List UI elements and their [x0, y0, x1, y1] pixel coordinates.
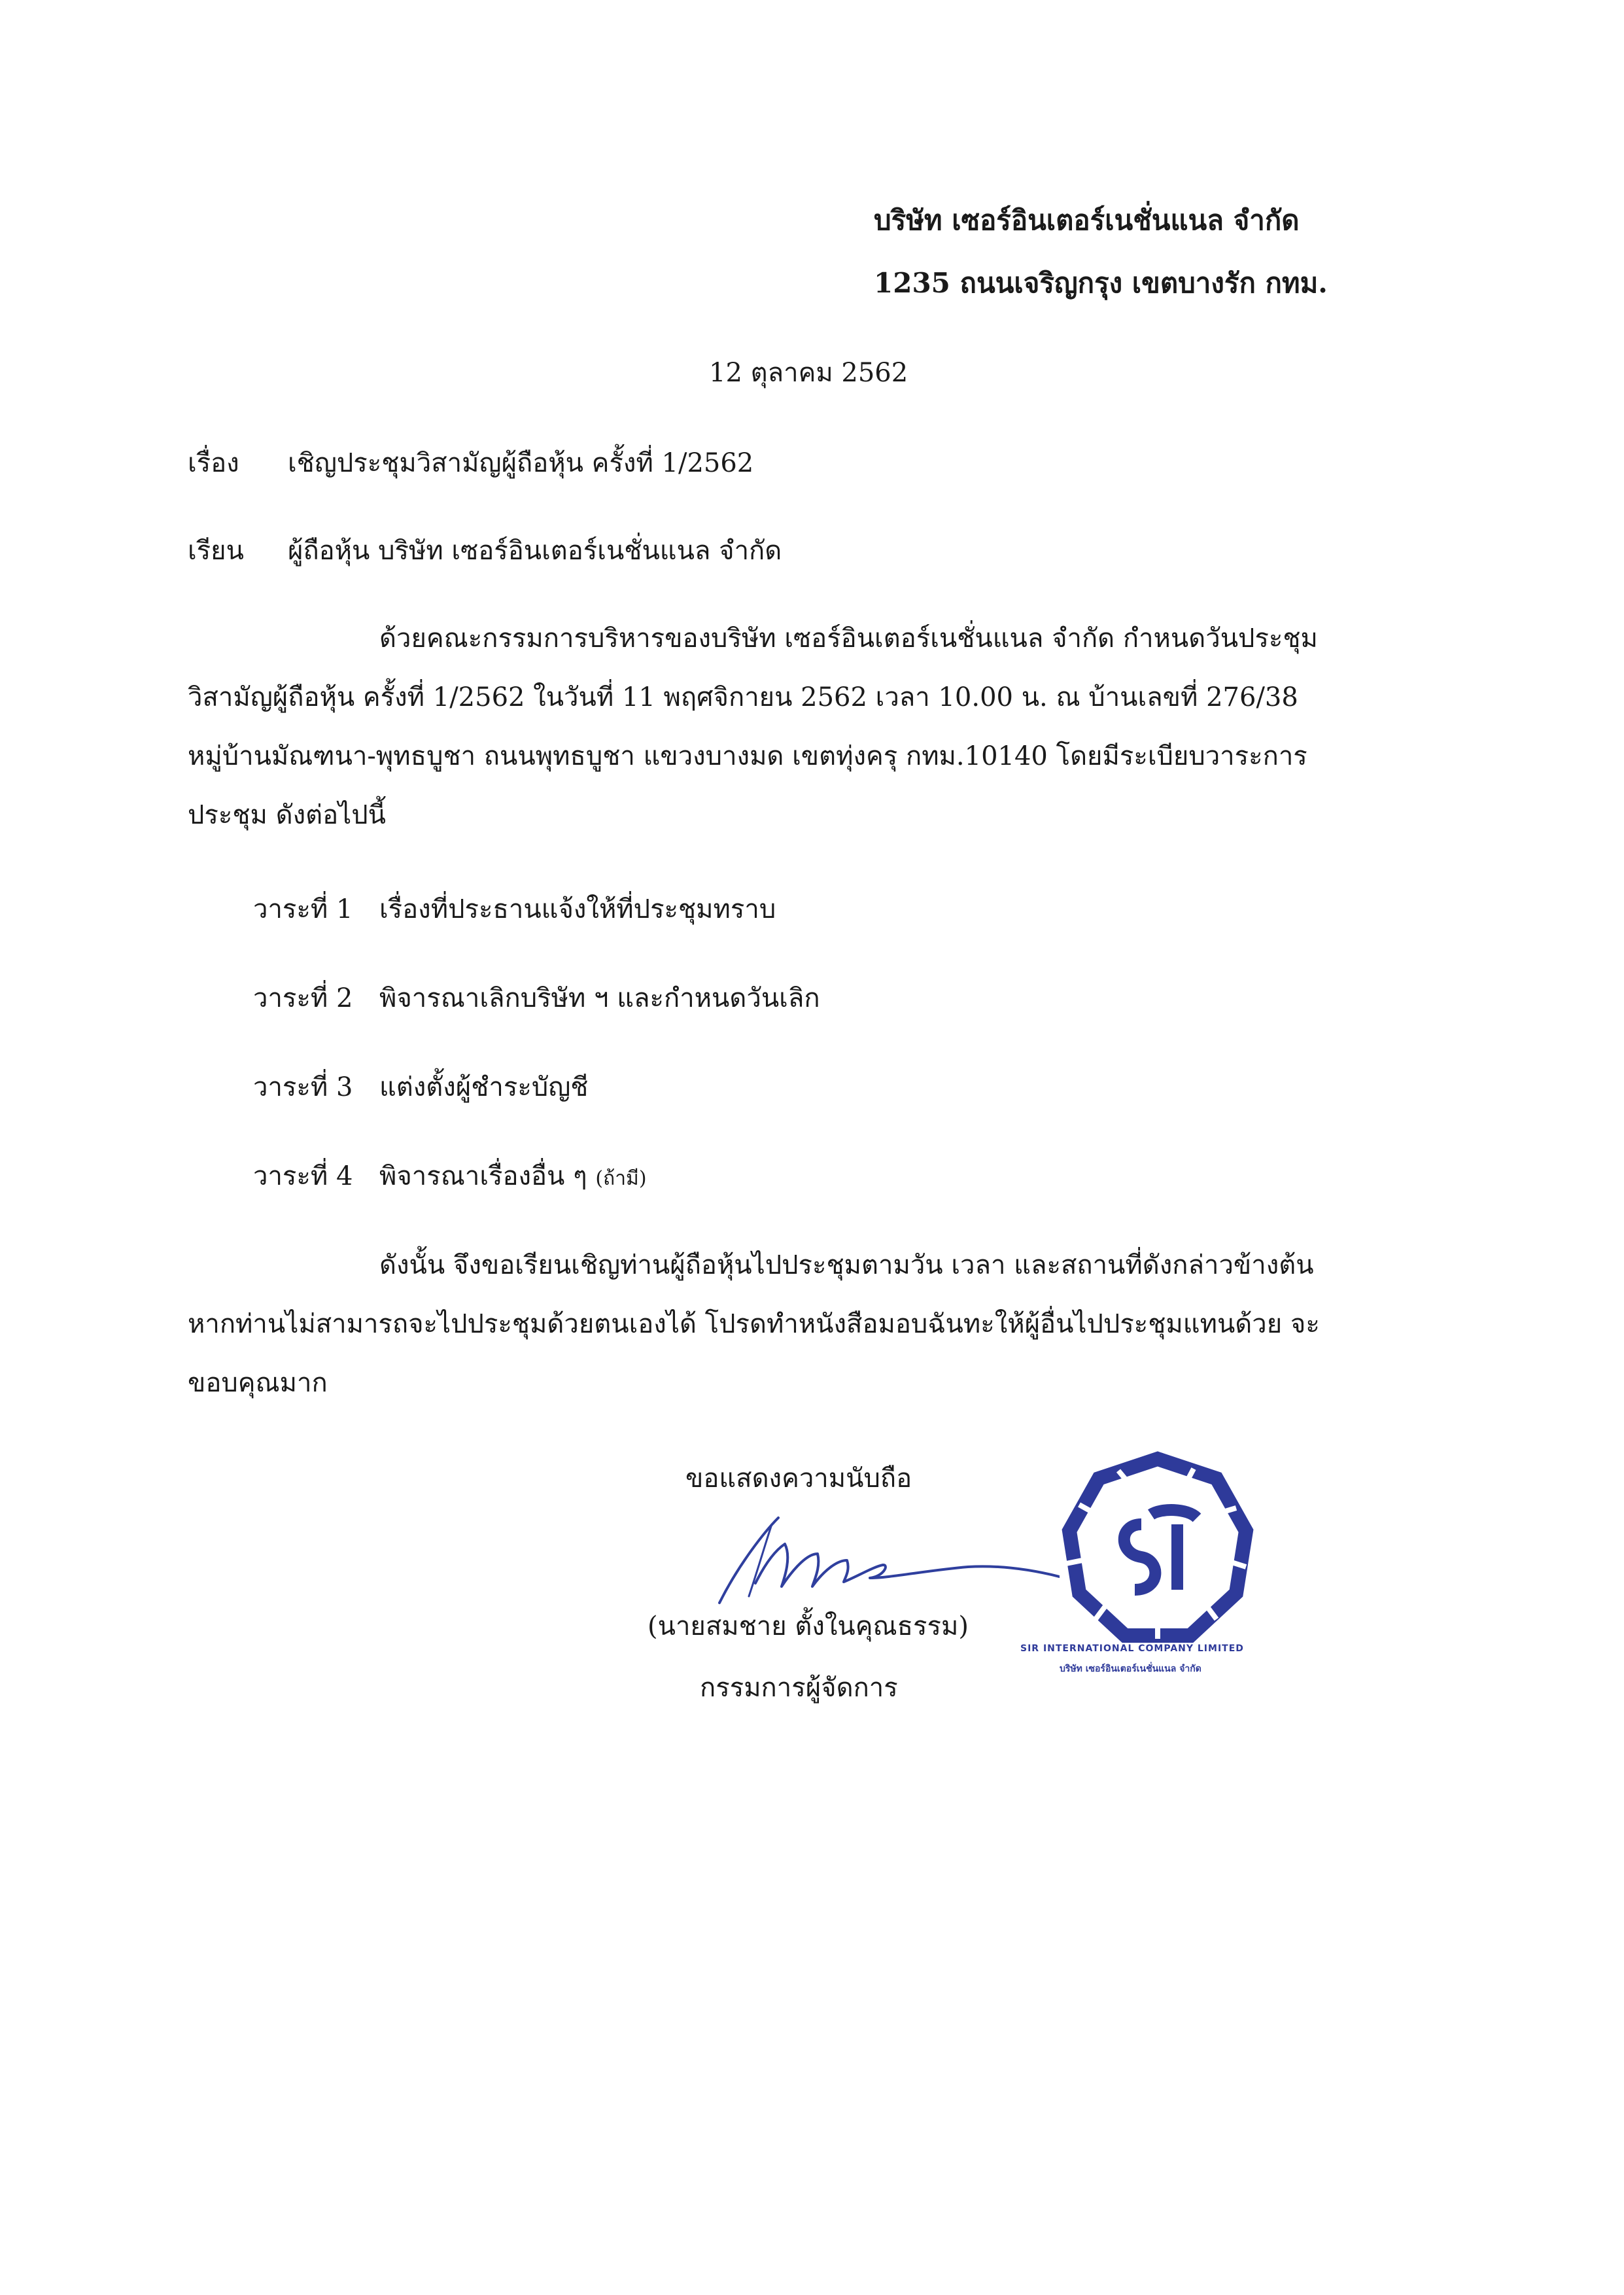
letter-date: 12 ตุลาคม 2562 [709, 358, 908, 388]
agenda-label: วาระที่ 4 [253, 1161, 353, 1191]
agenda-label: วาระที่ 3 [253, 1072, 353, 1102]
subject-text: เชิญประชุมวิสามัญผู้ถือหุ้น ครั้งที่ 1/2562 [288, 448, 754, 478]
signature-icon [693, 1505, 1060, 1609]
agenda-item-4 [379, 1163, 647, 1189]
body-line: วิสามัญผู้ถือหุ้น ครั้งที่ 1/2562 ในวันที่ 11 พฤศจิกายน 2562 เวลา 10.00 น. ณ บ้านเลขที่ 276/38 [188, 682, 1298, 712]
agenda-text: พิจารณาเรื่องอื่น ๆ [379, 1161, 587, 1191]
company-address: 1235 ถนนเจริญกรุง เขตบางรัก กทม. [874, 267, 1328, 299]
signer-title: กรรมการผู้จัดการ [700, 1673, 898, 1703]
closing-line: ดังนั้น จึงขอเรียนเชิญท่านผู้ถือหุ้นไปประชุมตามวัน เวลา และสถานที่ดังกล่าวข้างต้น [379, 1250, 1314, 1280]
agenda-text: แต่งตั้งผู้ชำระบัญชี [379, 1072, 589, 1102]
recipient-text: ผู้ถือหุ้น บริษัท เซอร์อินเตอร์เนชั่นแนล จำกัด [288, 536, 782, 566]
closing-line: ขอบคุณมาก [188, 1368, 328, 1398]
seal-caption-en: SIR INTERNATIONAL COMPANY LIMITED [1020, 1643, 1244, 1654]
agenda-text: พิจารณาเลิกบริษัท ฯ และกำหนดวันเลิก [379, 983, 820, 1013]
seal-caption-th: บริษัท เซอร์อินเตอร์เนชั่นแนล จำกัด [1060, 1664, 1201, 1674]
agenda-note: (ถ้ามี) [595, 1167, 647, 1190]
agenda-label: วาระที่ 1 [253, 894, 353, 924]
company-name: บริษัท เซอร์อินเตอร์เนชั่นแนล จำกัด [874, 204, 1300, 236]
signer-name: (นายสมชาย ตั้งในคุณธรรม) [648, 1611, 969, 1641]
body-line: หมู่บ้านมัณฑนา-พุทธบูชา ถนนพุทธบูชา แขวงบางมด เขตทุ่งครุ กทม.10140 โดยมีระเบียบวาระการ [188, 741, 1307, 771]
recipient-label: เรียน [188, 536, 244, 566]
closing-salutation: ขอแสดงความนับถือ [685, 1463, 912, 1494]
body-line: ประชุม ดังต่อไปนี้ [188, 800, 386, 830]
body-line: ด้วยคณะกรรมการบริหารของบริษัท เซอร์อินเตอร์เนชั่นแนล จำกัด กำหนดวันประชุม [379, 623, 1318, 654]
agenda-label: วาระที่ 2 [253, 983, 353, 1013]
closing-line: หากท่านไม่สามารถจะไปประชุมด้วยตนเองได้ โปรดทำหนังสือมอบฉันทะให้ผู้อื่นไปประชุมแทนด้วย จะ [188, 1309, 1320, 1339]
agenda-text: เรื่องที่ประธานแจ้งให้ที่ประชุมทราบ [379, 894, 776, 924]
subject-label: เรื่อง [188, 448, 239, 478]
